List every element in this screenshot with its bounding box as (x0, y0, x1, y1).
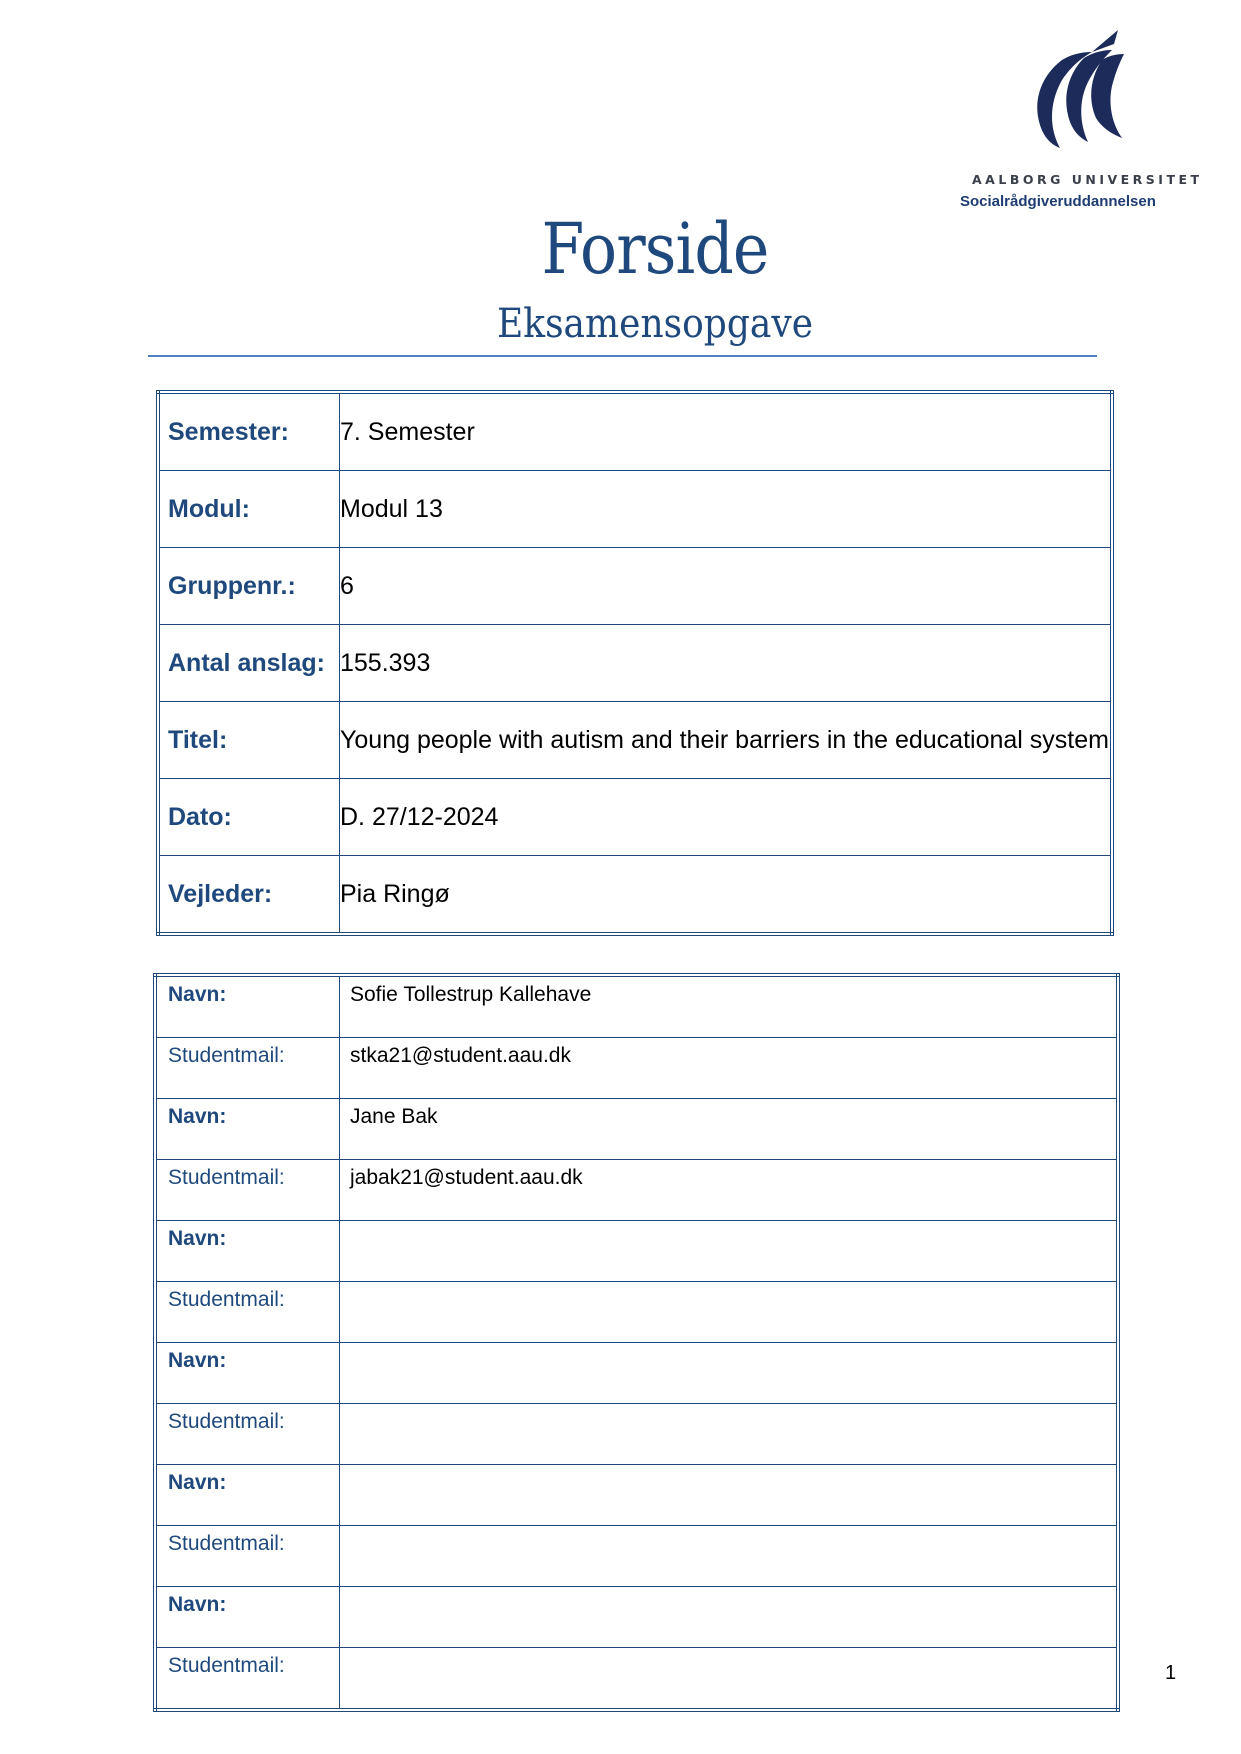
info-value: 155.393 (340, 625, 1113, 702)
page-title: Forside (541, 208, 769, 290)
info-row-dato (158, 779, 1112, 856)
mail-label: Studentmail: (155, 1404, 340, 1465)
university-name: AALBORG UNIVERSITET (972, 172, 1203, 187)
mail-label: Studentmail: (155, 1038, 340, 1099)
students-table (153, 973, 1120, 1712)
student-mail-row (155, 1648, 1118, 1711)
student-name-row (155, 1343, 1118, 1404)
student-mail (340, 1282, 1119, 1343)
page-subtitle: Eksamensopgave (496, 301, 814, 347)
page-number: 1 (1165, 1662, 1177, 1684)
university-logo (960, 30, 1160, 150)
student-name-row (155, 1587, 1118, 1648)
info-label: Gruppenr.: (158, 548, 340, 625)
student-name: Jane Bak (340, 1099, 1119, 1160)
info-value: 6 (340, 548, 1113, 625)
aau-wave-logo-icon (1022, 30, 1132, 150)
student-name (340, 1587, 1119, 1648)
student-name (340, 1465, 1119, 1526)
info-row-vejleder (158, 856, 1112, 935)
mail-label: Studentmail: (155, 1648, 340, 1711)
mail-label: Studentmail: (155, 1526, 340, 1587)
name-label: Navn: (155, 1587, 340, 1648)
info-label: Titel: (158, 702, 340, 779)
info-value: Young people with autism and their barriers in the educational system (340, 702, 1113, 779)
student-name-row (155, 1099, 1118, 1160)
info-value: 7. Semester (340, 392, 1113, 471)
info-row-modul (158, 471, 1112, 548)
student-mail (340, 1404, 1119, 1465)
student-name (340, 1343, 1119, 1404)
name-label: Navn: (155, 1343, 340, 1404)
student-name-row (155, 975, 1118, 1038)
info-row-semester (158, 392, 1112, 471)
name-label: Navn: (155, 1221, 340, 1282)
title-divider (148, 355, 1097, 357)
mail-label: Studentmail: (155, 1282, 340, 1343)
info-row-antal-anslag (158, 625, 1112, 702)
student-mail-row (155, 1160, 1118, 1221)
info-label: Vejleder: (158, 856, 340, 935)
student-name-row (155, 1221, 1118, 1282)
info-row-gruppenr (158, 548, 1112, 625)
mail-label: Studentmail: (155, 1160, 340, 1221)
student-mail-row (155, 1526, 1118, 1587)
info-value: D. 27/12-2024 (340, 779, 1113, 856)
student-name: Sofie Tollestrup Kallehave (340, 975, 1119, 1038)
info-value: Pia Ringø (340, 856, 1113, 935)
student-mail-row (155, 1038, 1118, 1099)
student-mail-row (155, 1404, 1118, 1465)
student-mail (340, 1526, 1119, 1587)
student-mail: jabak21@student.aau.dk (340, 1160, 1119, 1221)
student-name (340, 1221, 1119, 1282)
student-mail: stka21@student.aau.dk (340, 1038, 1119, 1099)
name-label: Navn: (155, 1465, 340, 1526)
info-row-titel (158, 702, 1112, 779)
info-label: Semester: (158, 392, 340, 471)
name-label: Navn: (155, 975, 340, 1038)
info-label: Antal anslag: (158, 625, 340, 702)
student-mail-row (155, 1282, 1118, 1343)
student-mail (340, 1648, 1119, 1711)
name-label: Navn: (155, 1099, 340, 1160)
department-name: Socialrådgiveruddannelsen (960, 193, 1156, 210)
info-label: Dato: (158, 779, 340, 856)
exam-info-table (156, 390, 1114, 936)
info-value: Modul 13 (340, 471, 1113, 548)
info-label: Modul: (158, 471, 340, 548)
student-name-row (155, 1465, 1118, 1526)
